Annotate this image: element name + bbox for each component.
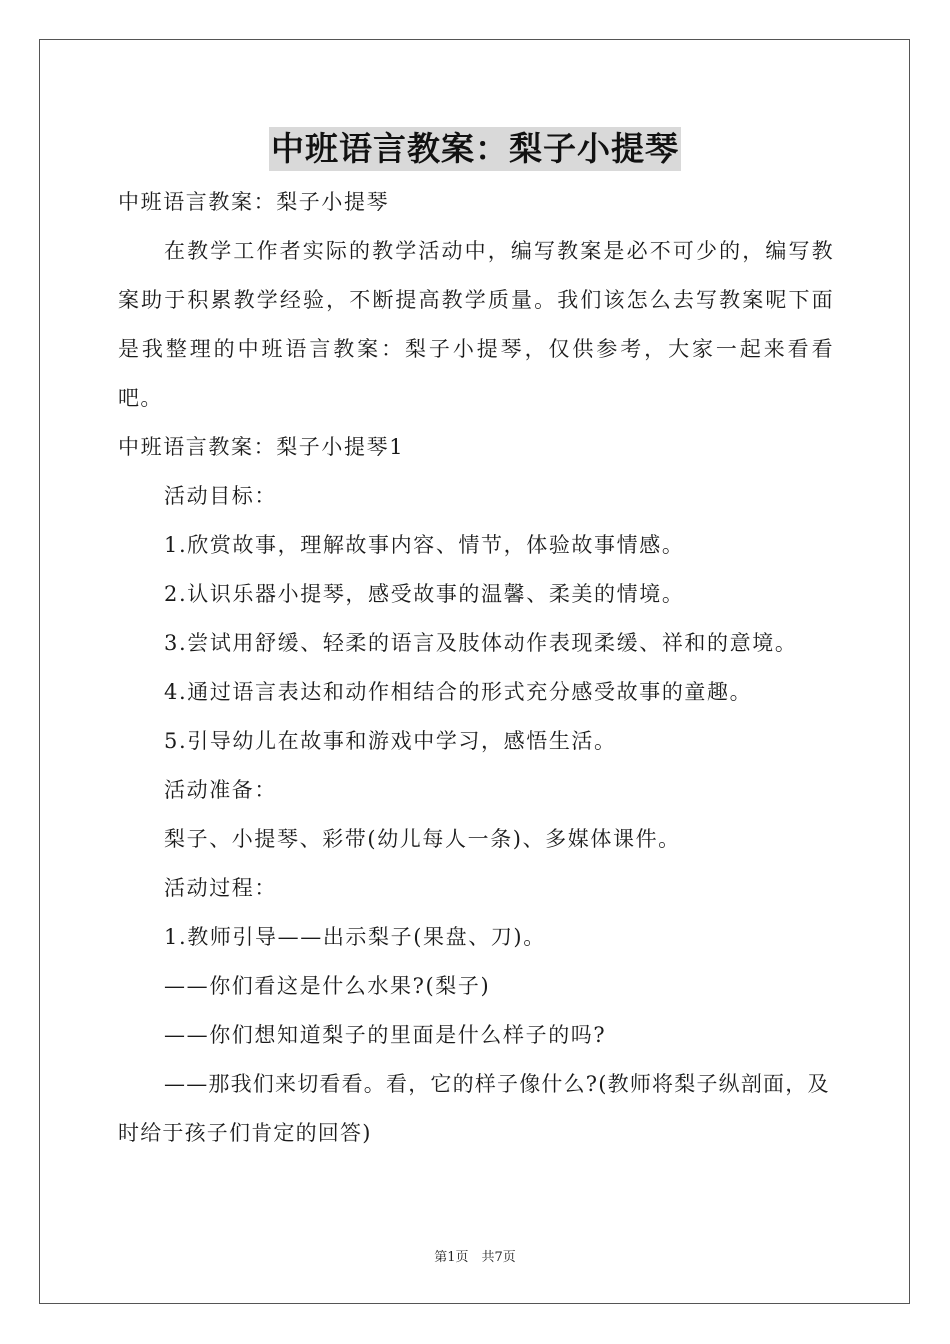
paragraph-goal-2: 2.认识乐器小提琴，感受故事的温馨、柔美的情境。 bbox=[164, 582, 685, 606]
paragraph-prep-items: 梨子、小提琴、彩带(幼儿每人一条)、多媒体课件。 bbox=[164, 827, 681, 851]
paragraph-goal-3: 3.尝试用舒缓、轻柔的语言及肢体动作表现柔缓、祥和的意境。 bbox=[164, 631, 798, 655]
paragraph-process-heading: 活动过程： bbox=[164, 876, 277, 900]
page-number-label: 第1页 共7页 bbox=[434, 1250, 516, 1265]
paragraph-question-3: ——那我们来切看看。看，它的样子像什么?(教师将梨子纵剖面，及时给于孩子们肯定的回答) bbox=[118, 1072, 830, 1145]
document-body bbox=[118, 178, 834, 1158]
document-title: 中班语言教案：梨子小提琴 bbox=[269, 127, 681, 171]
paragraph-intro: 在教学工作者实际的教学活动中，编写教案是必不可少的，编写教案助于积累教学经验，不断提高教学质量。我们该怎么去写教案呢下面是我整理的中班语言教案：梨子小提琴，仅供参考，大家一起来看看吧。 bbox=[118, 239, 834, 410]
paragraph-process-step-1: 1.教师引导——出示梨子(果盘、刀)。 bbox=[164, 925, 546, 949]
paragraph-goals-heading: 活动目标： bbox=[164, 484, 277, 508]
paragraph-goal-1: 1.欣赏故事，理解故事内容、情节，体验故事情感。 bbox=[164, 533, 685, 557]
paragraph-goal-5: 5.引导幼儿在故事和游戏中学习，感悟生活。 bbox=[164, 729, 617, 753]
paragraph-question-1: ——你们看这是什么水果?(梨子) bbox=[164, 974, 491, 998]
paragraph-prep-heading: 活动准备： bbox=[164, 778, 277, 802]
paragraph-goal-4: 4.通过语言表达和动作相结合的形式充分感受故事的童趣。 bbox=[164, 680, 753, 704]
paragraph-question-2: ——你们想知道梨子的里面是什么样子的吗? bbox=[164, 1023, 607, 1047]
title-wrap bbox=[0, 127, 950, 171]
paragraph-subtitle: 中班语言教案：梨子小提琴 bbox=[118, 190, 390, 214]
paragraph-section-heading: 中班语言教案：梨子小提琴1 bbox=[118, 435, 405, 459]
page-footer bbox=[0, 1246, 950, 1265]
